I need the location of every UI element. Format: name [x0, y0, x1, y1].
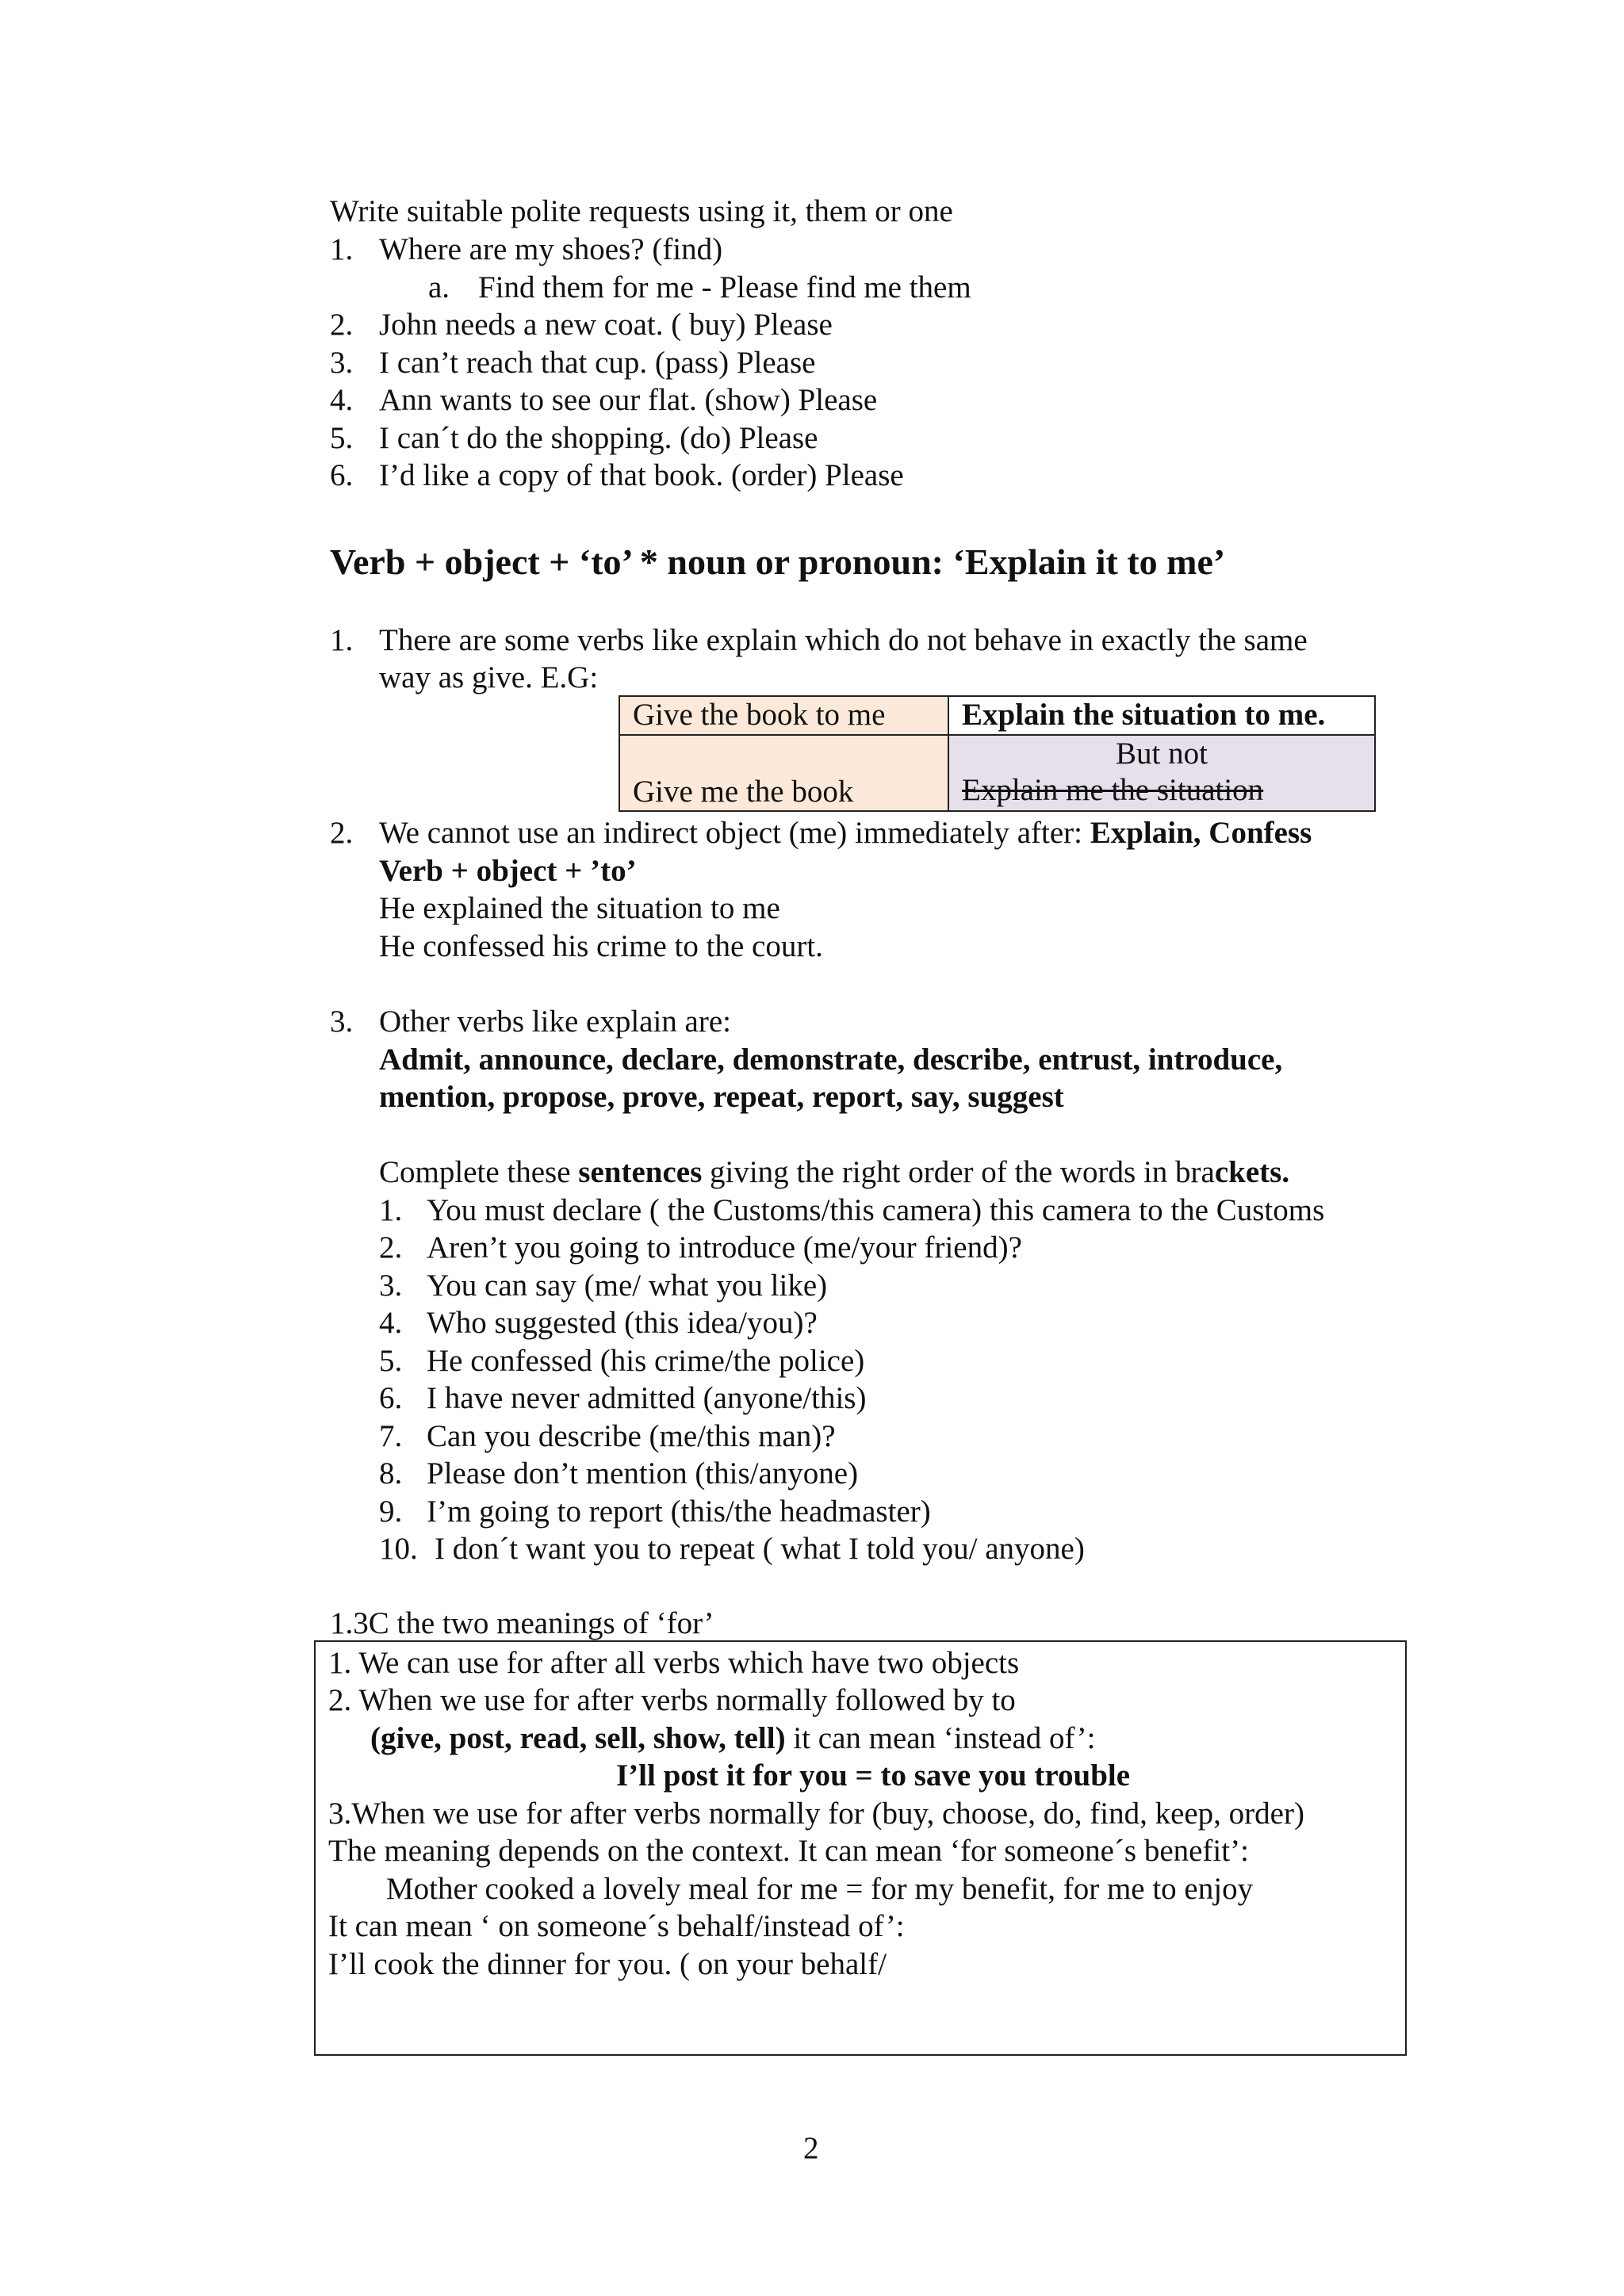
box-line: 2. When we use for after verbs normally followed by to — [328, 1683, 1016, 1717]
list-item: He confessed (his crime/the police) — [427, 1344, 865, 1378]
table-cell-text: But not — [1116, 737, 1208, 771]
list-number: 7. — [379, 1419, 403, 1453]
list-number: 6. — [379, 1381, 403, 1415]
list-item: I don´t want you to repeat ( what I told you/ anyone) — [435, 1532, 1085, 1566]
list-number: 4. — [330, 383, 354, 417]
list-number: 5. — [330, 421, 354, 455]
list-number: 2. — [379, 1230, 403, 1265]
list-number: 1. — [330, 232, 354, 266]
bold-text: Verb + object + ’to’ — [379, 854, 637, 888]
list-number: 2. — [330, 816, 354, 850]
list-number: 3. — [379, 1269, 403, 1303]
list-number: 3. — [330, 1004, 354, 1039]
paragraph-line: way as give. E.G: — [379, 660, 599, 695]
verb-list: mention, propose, prove, repeat, report, say, suggest — [379, 1080, 1064, 1114]
box-line — [370, 1723, 1096, 1754]
list-item: Aren’t you going to introduce (me/your friend)? — [427, 1230, 1022, 1265]
list-item: I can’t reach that cup. (pass) Please — [379, 346, 816, 380]
list-number: 8. — [379, 1456, 403, 1490]
list-number: 10. — [379, 1532, 418, 1566]
example-sentence: Mother cooked a lovely meal for me = for my benefit, for me to enjoy — [386, 1872, 1254, 1906]
bold-text: sentences — [578, 1155, 703, 1189]
instruction-text: giving the right order of the words in bra — [702, 1155, 1215, 1189]
table-cell — [619, 735, 948, 811]
table-cell — [948, 735, 1375, 811]
struck-example: Explain me the situation — [962, 773, 1264, 807]
list-item: I’d like a copy of that book. (order) Please — [379, 458, 904, 492]
example-answer: Find them for me - Please find me them — [478, 270, 971, 304]
list-item: Ann wants to see our flat. (show) Please — [379, 383, 878, 417]
paragraph-line: There are some verbs like explain which do not behave in exactly the same — [379, 623, 1308, 657]
key-example: I’ll post it for you = to save you trouble — [616, 1758, 1131, 1793]
list-number: 1. — [379, 1193, 403, 1227]
list-number: 5. — [379, 1344, 403, 1378]
list-number: 1. — [330, 623, 354, 657]
list-item: Where are my shoes? (find) — [379, 232, 723, 266]
sublist-letter: a. — [428, 270, 450, 304]
bold-text: ckets. — [1214, 1155, 1290, 1189]
example-sentence: He confessed his crime to the court. — [379, 929, 823, 963]
table-cell-text: Explain the situation to me. — [962, 698, 1326, 732]
verb-list: Admit, announce, declare, demonstrate, describe, entrust, introduce, — [379, 1043, 1283, 1077]
box-line: 1. We can use for after all verbs which have two objects — [328, 1646, 1020, 1680]
section-title: 1.3C the two meanings of ‘for’ — [330, 1606, 714, 1640]
exercise-instruction — [379, 1157, 1289, 1188]
table-cell — [948, 696, 1375, 735]
list-number: 4. — [379, 1306, 403, 1340]
list-item: I have never admitted (anyone/this) — [427, 1381, 867, 1415]
bold-text: (give, post, read, sell, show, tell) — [370, 1721, 786, 1755]
instruction-text: Complete these — [379, 1155, 579, 1189]
box-line: 3.When we use for after verbs normally for (buy, choose, do, find, keep, order) — [328, 1797, 1304, 1831]
table-cell — [619, 696, 948, 735]
box-line: It can mean ‘ on someone´s behalf/instead of’: — [328, 1909, 905, 1943]
list-number: 9. — [379, 1494, 403, 1529]
table-cell-text: Give the book to me — [633, 698, 886, 732]
paragraph-line: Other verbs like explain are: — [379, 1004, 731, 1039]
table-cell-text: Give me the book — [633, 775, 854, 809]
list-number: 6. — [330, 458, 354, 492]
list-item: Who suggested (this idea/you)? — [427, 1306, 818, 1340]
list-number: 3. — [330, 346, 354, 380]
paragraph-text: We cannot use an indirect object (me) immediately after: — [379, 816, 1090, 850]
box-line: The meaning depends on the context. It can mean ‘for someone´s benefit’: — [328, 1834, 1249, 1868]
comparison-table — [619, 695, 1376, 812]
bold-text: Explain, Confess — [1090, 816, 1312, 850]
list-item: You must declare ( the Customs/this camera) this camera to the Customs — [427, 1193, 1325, 1227]
paragraph-line — [379, 817, 1312, 848]
list-number: 2. — [330, 308, 354, 342]
page-number: 2 — [803, 2131, 819, 2165]
example-sentence: He explained the situation to me — [379, 891, 780, 925]
list-item: Please don’t mention (this/anyone) — [427, 1456, 859, 1490]
exercise-instruction: Write suitable polite requests using it, them or one — [330, 194, 953, 228]
list-item: Can you describe (me/this man)? — [427, 1419, 836, 1453]
list-item: You can say (me/ what you like) — [427, 1269, 828, 1303]
list-item: John needs a new coat. ( buy) Please — [379, 308, 833, 342]
box-line: I’ll cook the dinner for you. ( on your behalf/ — [328, 1947, 887, 1981]
list-item: I can´t do the shopping. (do) Please — [379, 421, 818, 455]
box-text: it can mean ‘instead of’: — [785, 1721, 1096, 1755]
section-heading: Verb + object + ‘to’ * noun or pronoun: ‘Explain it to me’ — [330, 541, 1226, 582]
list-item: I’m going to report (this/the headmaster) — [427, 1494, 931, 1529]
